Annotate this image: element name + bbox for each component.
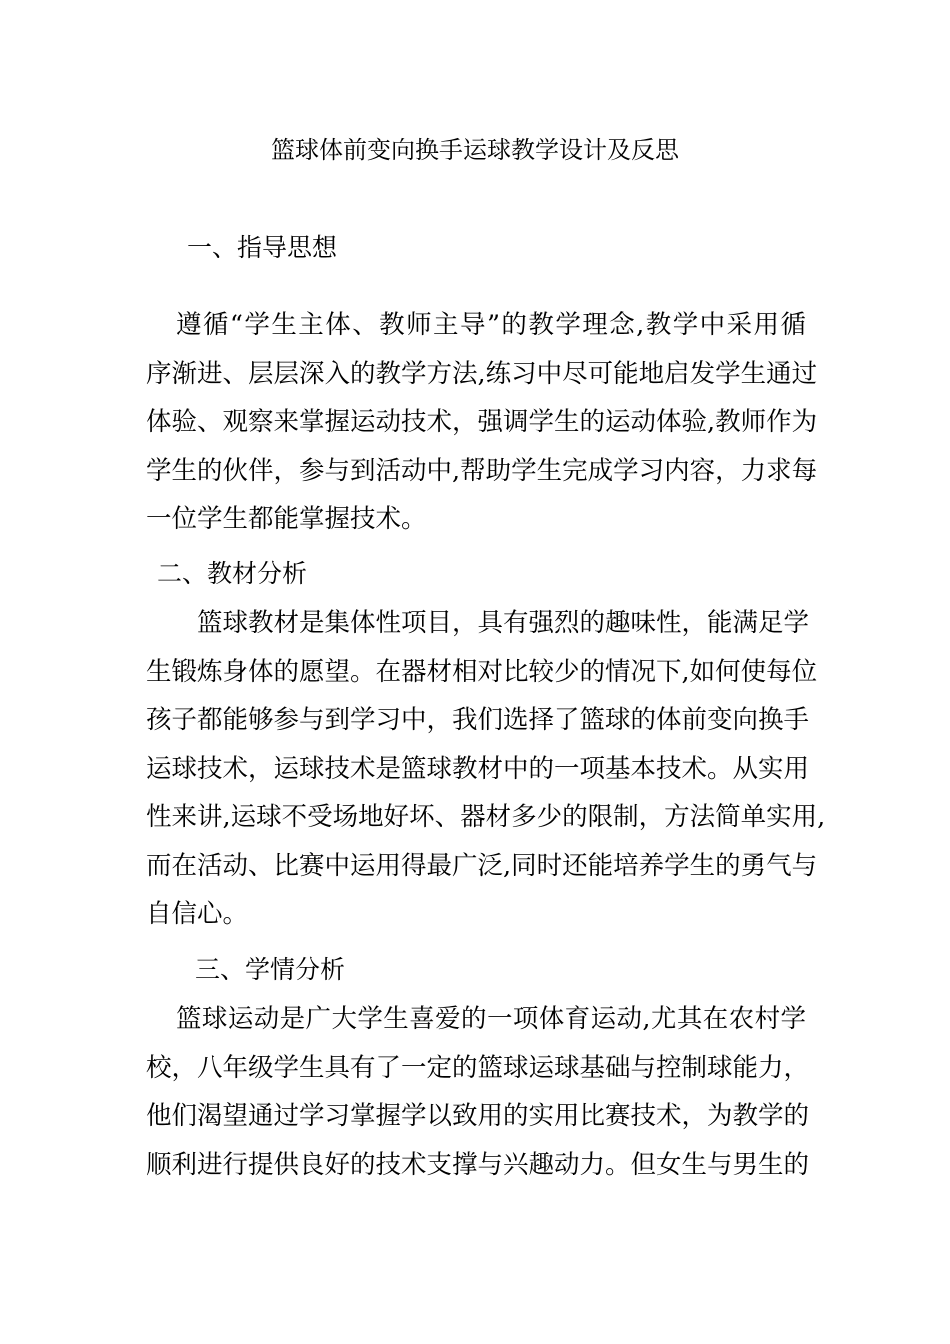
document-title: 篮球体前变向换手运球教学设计及反思 <box>271 136 679 164</box>
paragraph-line: 体验、观察来掌握运动技术，强调学生的运动体验,教师作为 <box>146 407 818 437</box>
paragraph-line: 篮球教材是集体性项目，具有强烈的趣味性，能满足学 <box>197 608 810 638</box>
paragraph-line: 学生的伙伴，参与到活动中,帮助学生完成学习内容，力求每 <box>146 455 818 486</box>
paragraph-line: 而在活动、比赛中运用得最广泛,同时还能培养学生的勇气与 <box>146 850 818 881</box>
section-heading-learner-analysis: 三、学情分析 <box>195 955 346 984</box>
paragraph-line: 他们渴望通过学习掌握学以致用的实用比赛技术，为教学的 <box>146 1101 810 1131</box>
section-paragraph-material-analysis <box>146 599 826 939</box>
section-paragraph-learner-analysis <box>146 995 810 1189</box>
paragraph-line: 序渐进、层层深入的教学方法,练习中尽可能地启发学生通过 <box>146 358 818 389</box>
paragraph-line: 校，八年级学生具有了一定的篮球运球基础与控制球能力， <box>146 1052 810 1083</box>
paragraph-line: 篮球运动是广大学生喜爱的一项体育运动,尤其在农村学 <box>176 1004 806 1034</box>
paragraph-line: 顺利进行提供良好的技术支撑与兴趣动力。但女生与男生的 <box>146 1149 810 1180</box>
paragraph-line: 遵循“学生主体、教师主导”的教学理念,教学中采用循 <box>176 310 806 340</box>
paragraph-line: 一位学生都能掌握技术。 <box>146 504 427 534</box>
section-heading-guiding-thought: 一、指导思想 <box>187 233 338 262</box>
paragraph-line: 运球技术，运球技术是篮球教材中的一项基本技术。从实用 <box>146 753 810 784</box>
paragraph-line: 自信心。 <box>146 899 249 929</box>
paragraph-line: 性来讲,运球不受场地好坏、器材多少的限制，方法简单实用, <box>146 802 826 832</box>
section-heading-material-analysis: 二、教材分析 <box>157 559 308 588</box>
section-paragraph-guiding-thought <box>146 301 818 544</box>
paragraph-line: 生锻炼身体的愿望。在器材相对比较少的情况下,如何使每位 <box>146 656 818 687</box>
paragraph-line: 孩子都能够参与到学习中，我们选择了篮球的体前变向换手 <box>146 705 810 735</box>
